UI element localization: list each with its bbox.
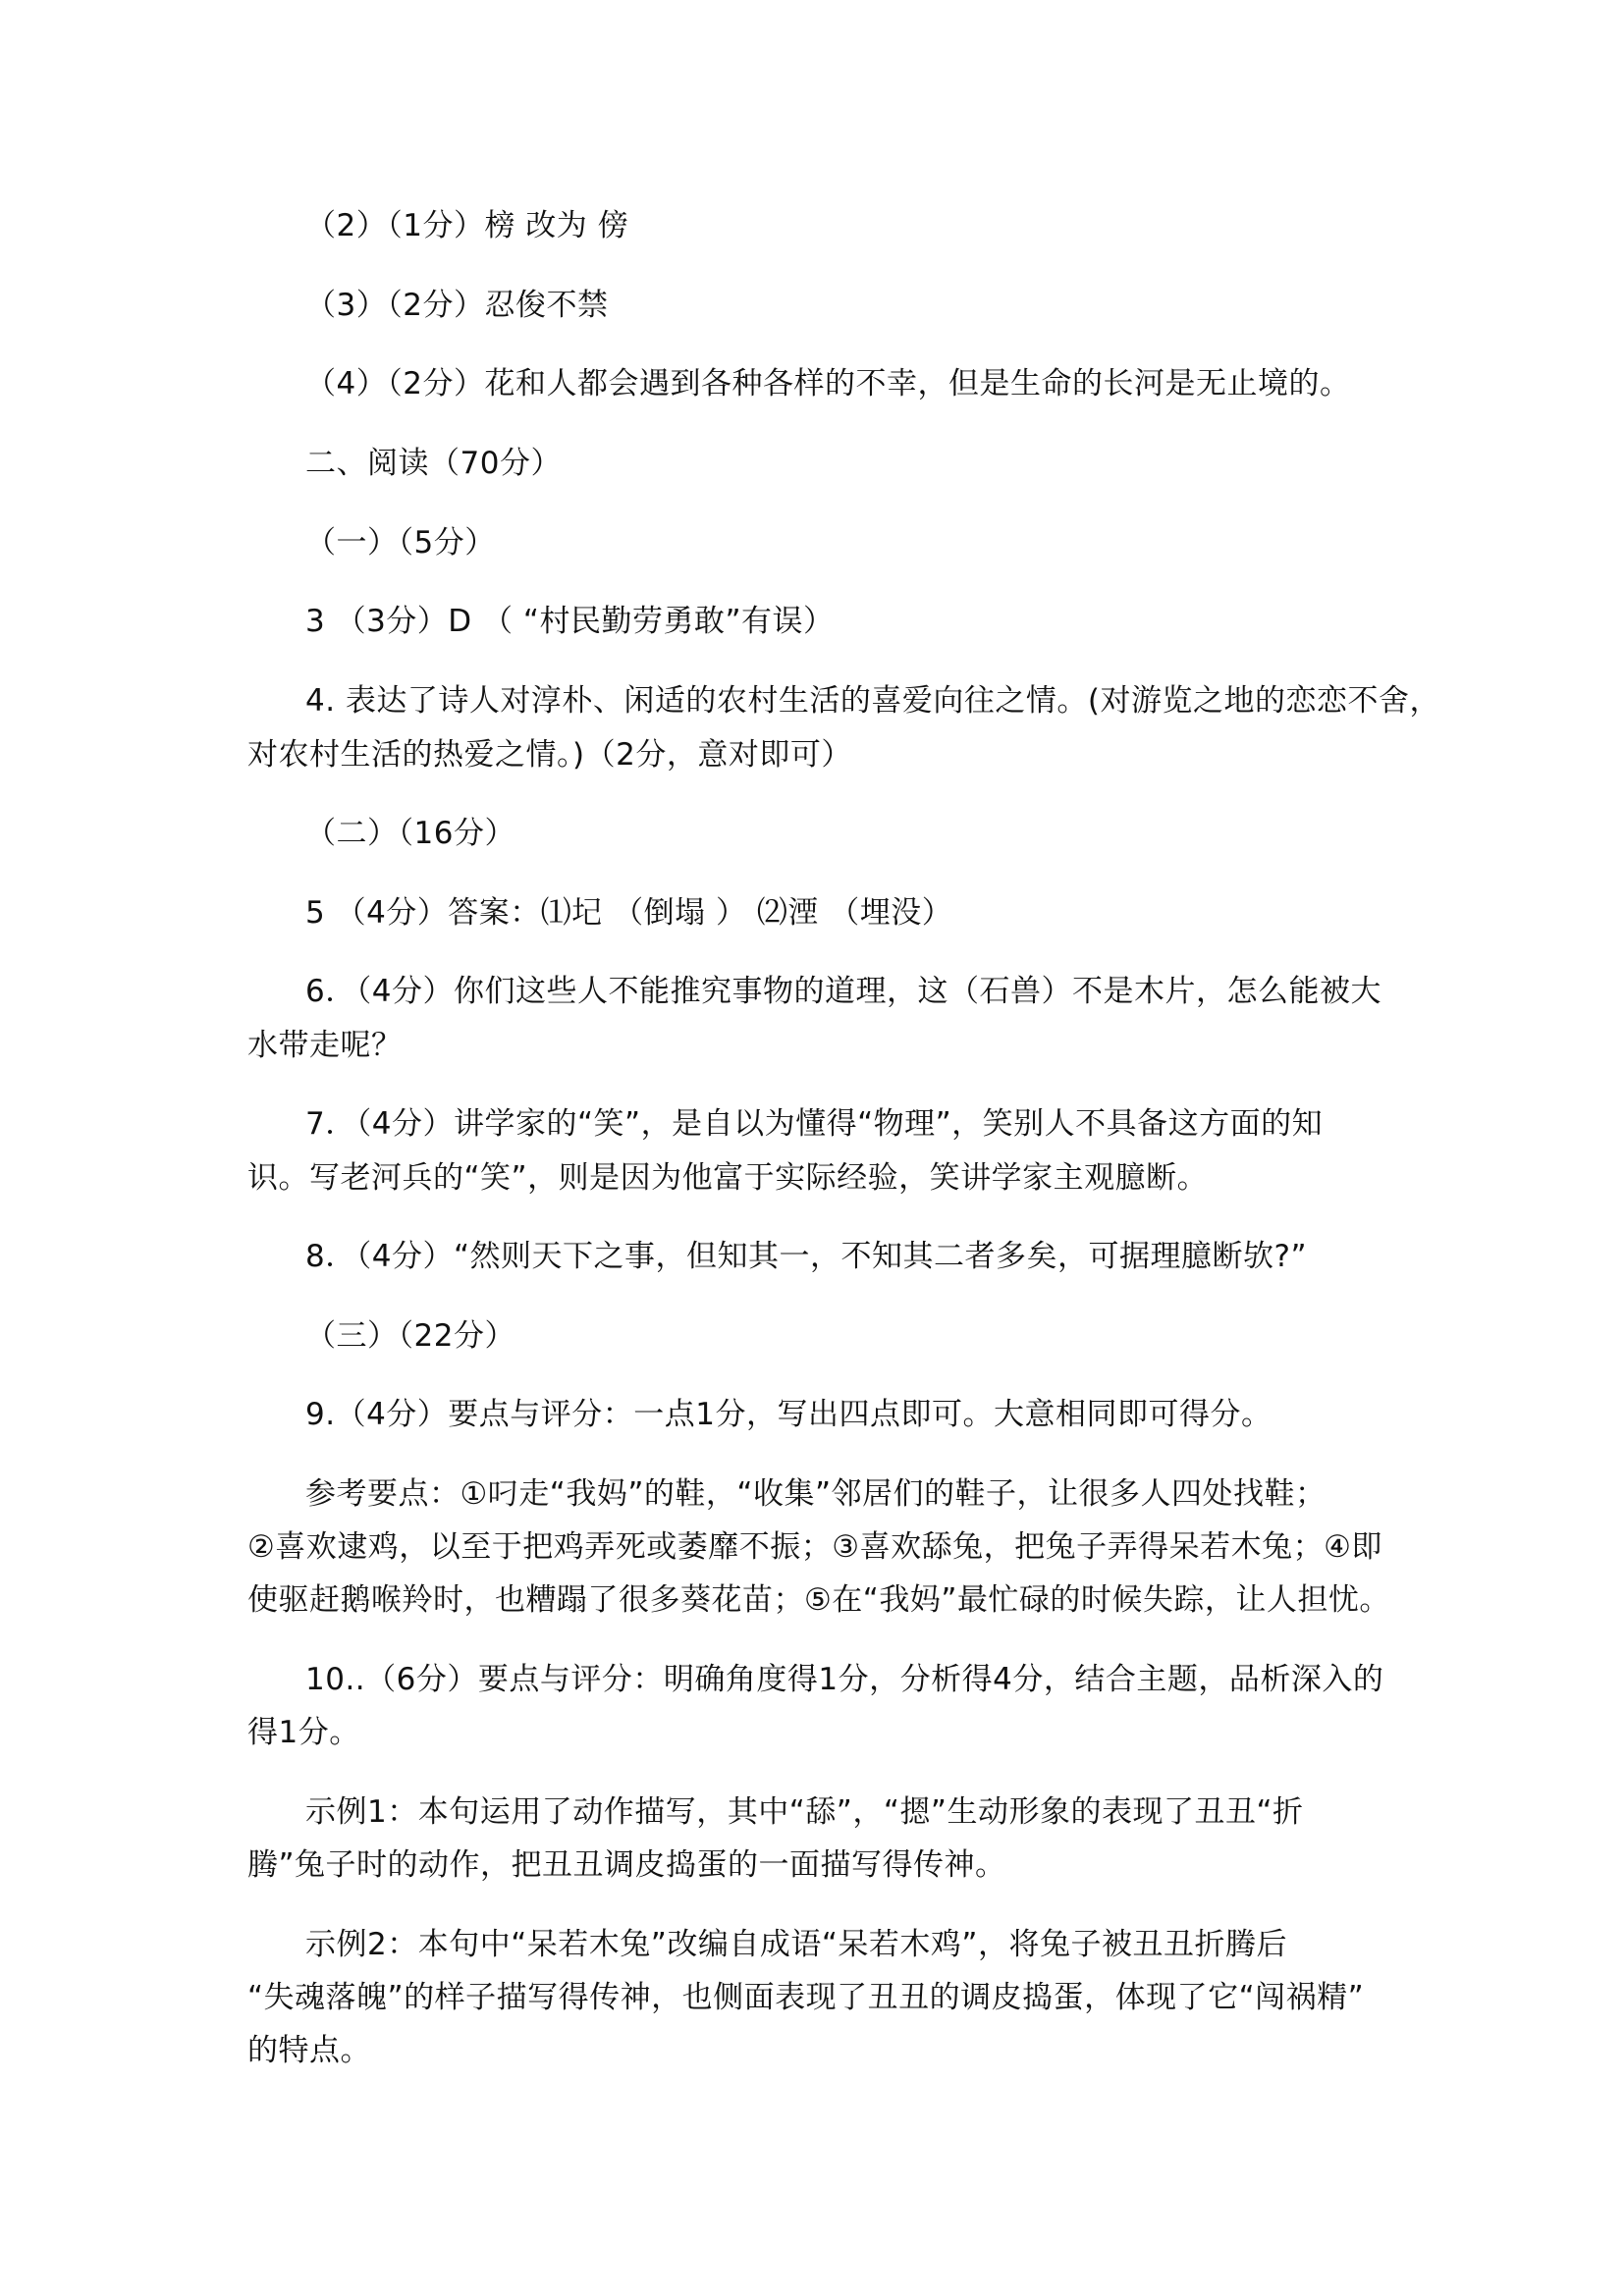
example-2-line-1: 示例2：本句中“呆若木兔”改编自成语“呆若木鸡”，将兔子被丑丑折腾后	[305, 1927, 1287, 1962]
question-4-line-1: 4. 表达了诗人对淳朴、闲适的农村生活的喜爱向往之情。(对游览之地的恋恋不舍，	[305, 683, 1441, 719]
question-8-line: 8．（4分）“然则天下之事，但知其一，不知其二者多矣，可据理臆断欤?”	[305, 1239, 1308, 1274]
question-10-line-2: 得1分。	[247, 1715, 360, 1750]
subsection-3-heading: （三）（22分）	[305, 1318, 515, 1354]
question-3-line: 3 （3分）D （ “村民勤劳勇敢”有误）	[305, 604, 835, 639]
reference-points-line-3: 使驱赶鹅喉羚时，也糟蹋了很多葵花苗；⑤在“我妈”最忙碌的时候失踪，让人担忧。	[247, 1582, 1390, 1618]
example-1-line-2: 腾”兔子时的动作，把丑丑调皮捣蛋的一面描写得传神。	[247, 1847, 1006, 1883]
reference-points-line-2: ②喜欢逮鸡，以至于把鸡弄死或萎靡不振；③喜欢舔兔，把兔子弄得呆若木兔；④即	[247, 1529, 1382, 1565]
example-2-line-3: 的特点。	[247, 2033, 371, 2068]
reference-points-line-1: 参考要点：①叼走“我妈”的鞋，“收集”邻居们的鞋子，让很多人四处找鞋；	[305, 1476, 1326, 1512]
question-5-line: 5 （4分）答案：⑴圮 （倒塌 ） ⑵湮 （埋没）	[305, 895, 953, 931]
question-7-line-1: 7．（4分）讲学家的“笑”，是自以为懂得“物理”，笑别人不具备这方面的知	[305, 1106, 1324, 1142]
example-2-line-2: “失魂落魄”的样子描写得传神，也侧面表现了丑丑的调皮捣蛋，体现了它“闯祸精”	[247, 1980, 1365, 2015]
question-10-line-1: 10..（6分）要点与评分：明确角度得1分，分析得4分，结合主题，品析深入的	[305, 1662, 1384, 1697]
example-1-line-1: 示例1：本句运用了动作描写，其中“舔”，“摁”生动形象的表现了丑丑“折	[305, 1794, 1304, 1830]
subsection-2-heading: （二）（16分）	[305, 816, 515, 851]
answer-2-line: （2）（1分）榜 改为 傍	[305, 208, 629, 243]
question-6-line-1: 6．（4分）你们这些人不能推究事物的道理，这（石兽）不是木片，怎么能被大	[305, 974, 1381, 1009]
question-6-line-2: 水带走呢？	[247, 1028, 403, 1063]
section-reading-heading: 二、阅读（70分）	[305, 446, 562, 481]
question-4-line-2: 对农村生活的热爱之情。)（2分，意对即可）	[247, 737, 852, 773]
subsection-1-heading: （一）（5分）	[305, 525, 496, 561]
question-7-line-2: 识。写老河兵的“笑”，则是因为他富于实际经验，笑讲学家主观臆断。	[247, 1160, 1209, 1196]
question-9-line: 9.（4分）要点与评分：一点1分，写出四点即可。大意相同即可得分。	[305, 1397, 1272, 1432]
answer-3-line: （3）（2分）忍俊不禁	[305, 288, 609, 323]
answer-4-line: （4）（2分）花和人都会遇到各种各样的不幸，但是生命的长河是无止境的。	[305, 366, 1351, 401]
